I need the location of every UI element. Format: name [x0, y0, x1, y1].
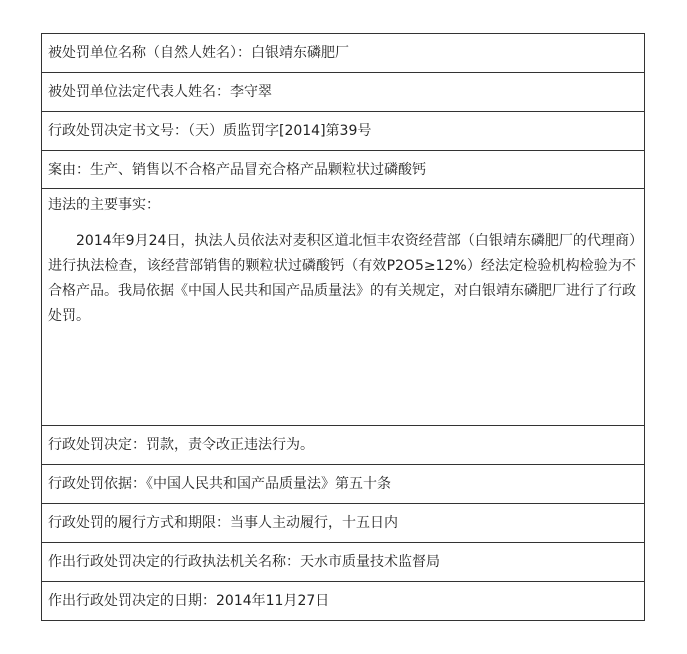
row-decision [42, 426, 645, 465]
legal-rep-cell: 被处罚单位法定代表人姓名：李守翠 [42, 73, 645, 112]
row-cause [42, 151, 645, 189]
facts-body: 2014年9月24日，执法人员依法对麦积区道北恒丰农资经营部（白银靖东磷肥厂的代理商）进行执法检查，该经营部销售的颗粒状过磷酸钙（有效P2O5≥12%）经法定检验机构检验为不合格产品。我局依据《中国人民共和国产品质量法》的有关规定，对白银靖东磷肥厂进行了行政处罚。 [48, 233, 636, 324]
decision-cell: 行政处罚决定：罚款，责令改正违法行为。 [42, 426, 645, 465]
facts-heading: 违法的主要事实： [48, 197, 160, 213]
row-legal-rep [42, 73, 645, 112]
row-doc-number [42, 112, 645, 151]
facts-cell [42, 189, 645, 426]
row-execution [42, 504, 645, 543]
doc-number-cell: 行政处罚决定书文号：（天）质监罚字[2014]第39号 [42, 112, 645, 151]
row-date [42, 582, 645, 621]
cause-cell: 案由：生产、销售以不合格产品冒充合格产品颗粒状过磷酸钙 [42, 151, 645, 189]
row-party-name [42, 34, 645, 73]
row-authority [42, 543, 645, 582]
date-cell: 作出行政处罚决定的日期：2014年11月27日 [42, 582, 645, 621]
execution-cell: 行政处罚的履行方式和期限：当事人主动履行，十五日内 [42, 504, 645, 543]
basis-cell: 行政处罚依据：《中国人民共和国产品质量法》第五十条 [42, 465, 645, 504]
party-name-cell: 被处罚单位名称（自然人姓名）：白银靖东磷肥厂 [42, 34, 645, 73]
penalty-info-table [41, 33, 645, 621]
row-basis [42, 465, 645, 504]
authority-cell: 作出行政处罚决定的行政执法机关名称：天水市质量技术监督局 [42, 543, 645, 582]
row-facts [42, 189, 645, 426]
